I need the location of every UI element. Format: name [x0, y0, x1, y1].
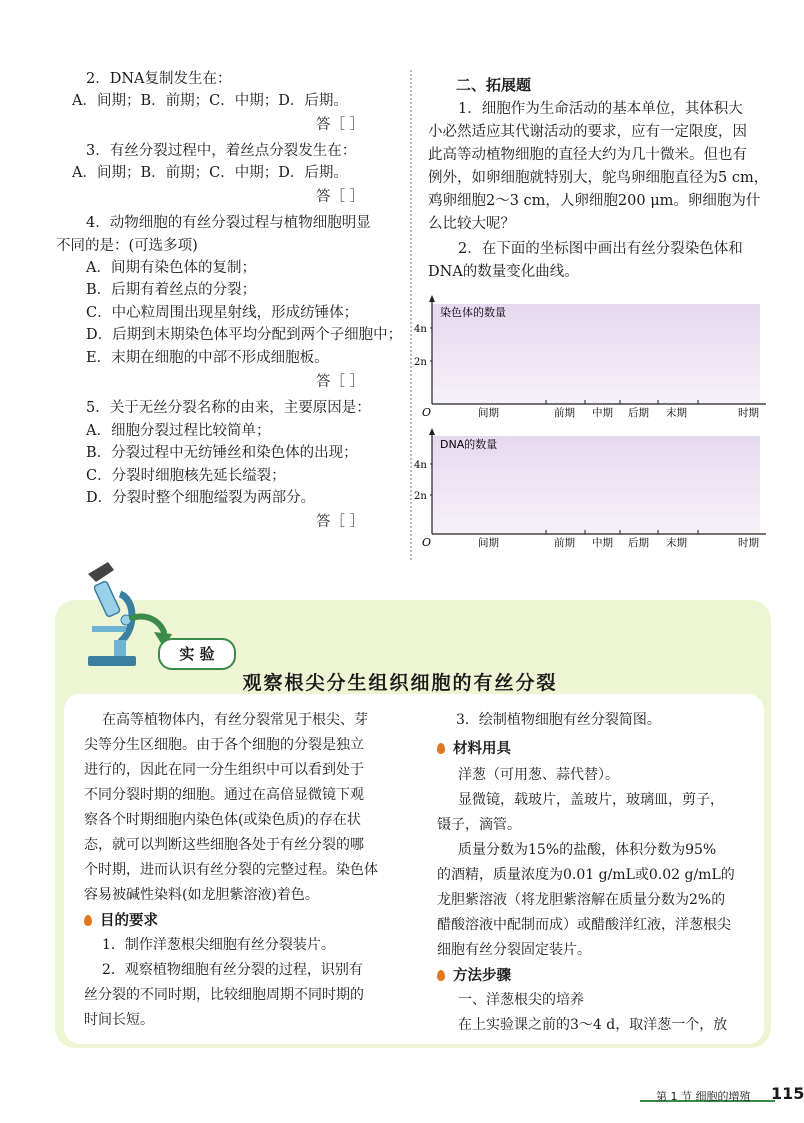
- intro-line: 在高等植物体内，有丝分裂常见于根尖、芽: [102, 712, 368, 728]
- goal-line: 丝分裂的不同时期，比较细胞周期不同时期的: [84, 987, 364, 1003]
- q5-answer: 答［ ］: [316, 514, 365, 530]
- q2-stem: 2．DNA复制发生在：: [86, 71, 232, 87]
- goal-line: 1．制作洋葱根尖细胞有丝分裂装片。: [102, 937, 335, 953]
- chart-plot-area: [432, 304, 760, 404]
- x-tick-label: 中期: [592, 407, 613, 419]
- drop-icon: [437, 970, 445, 981]
- q4-option: A．间期有染色体的复制；: [86, 260, 256, 276]
- experiment-title: 观察根尖分生组织细胞的有丝分裂: [242, 672, 558, 694]
- materials-line: 龙胆紫溶液（将龙胆紫溶解在质量分数为2%的: [437, 892, 726, 908]
- materials-line: 镊子，滴管。: [437, 817, 521, 833]
- q5-option: C．分裂时细胞核先延长缢裂；: [86, 468, 286, 484]
- extension-p1-line: 1．细胞作为生命活动的基本单位，其体积大: [458, 101, 743, 117]
- x-axis-label: 时期: [738, 537, 759, 549]
- goal-line: 3．绘制植物细胞有丝分裂简图。: [456, 712, 661, 728]
- y-tick-label: 2n: [414, 491, 427, 502]
- y-tick-label: 4n: [414, 324, 427, 335]
- materials-line: 细胞有丝分裂固定装片。: [437, 942, 591, 958]
- materials-heading: 材料用具: [437, 737, 511, 758]
- origin-label: O: [422, 536, 432, 549]
- q5-option: A．细胞分裂过程比较简单；: [86, 423, 271, 439]
- experiment-tab: 实 验: [158, 638, 236, 670]
- materials-line: 洋葱（可用葱、蒜代替）。: [458, 767, 619, 783]
- x-tick-label: 中期: [592, 537, 613, 549]
- method-heading: 方法步骤: [437, 964, 511, 985]
- page-number: 115: [771, 1084, 804, 1103]
- footer-section: 第 1 节 细胞的增殖: [656, 1090, 751, 1103]
- intro-line: 尖等分生区细胞。由于各个细胞的分裂是独立: [84, 737, 364, 753]
- q5-option: D．分裂时整个细胞缢裂为两部分。: [86, 490, 316, 506]
- q5-option: B．分裂过程中无纺锤丝和染色体的出现；: [86, 445, 358, 461]
- q3-options: A．间期；B．前期；C．中期；D．后期。: [72, 165, 348, 181]
- intro-line: 察各个时期细胞内染色体(或染色质)的存在状: [84, 812, 361, 828]
- q4-option: E．末期在细胞的中部不形成细胞板。: [86, 350, 329, 366]
- x-axis-label: 时期: [738, 407, 759, 419]
- dna-chart: [408, 428, 770, 558]
- drop-icon: [437, 743, 445, 754]
- intro-line: 个时期，进而认识有丝分裂的完整过程。染色体: [84, 862, 378, 878]
- materials-line: 质量分数为15%的盐酸，体积分数为95%: [458, 842, 717, 858]
- q4-stem: 4．动物细胞的有丝分裂过程与植物细胞明显: [86, 215, 371, 231]
- y-axis-label: 染色体的数量: [440, 306, 506, 319]
- y-axis-arrow-icon: [429, 295, 435, 302]
- extension-p1-line: 鸡卵细胞2～3 cm，人卵细胞200 μm。卵细胞为什: [428, 193, 761, 209]
- extension-p2-line: 2．在下面的坐标图中画出有丝分裂染色体和: [458, 241, 743, 257]
- intro-line: 态，就可以判断这些细胞各处于有丝分裂的哪: [84, 837, 364, 853]
- x-tick-label: 后期: [628, 407, 649, 419]
- q5-stem: 5．关于无丝分裂名称的由来，主要原因是：: [86, 400, 371, 416]
- q3-answer: 答［ ］: [316, 189, 365, 205]
- extension-p1-line: 此高等动植物细胞的直径大约为几十微米。但也有: [428, 147, 747, 163]
- extension-p2-line: DNA的数量变化曲线。: [428, 264, 579, 280]
- intro-line: 不同分裂时期的细胞。通过在高倍显微镜下观: [84, 787, 364, 803]
- goal-line: 2．观察植物细胞有丝分裂的过程，识别有: [102, 962, 363, 978]
- y-tick-label: 2n: [414, 357, 427, 368]
- x-tick-label: 前期: [554, 407, 575, 419]
- y-axis-arrow-icon: [429, 428, 435, 435]
- x-tick-label: 间期: [478, 537, 499, 549]
- drop-icon: [84, 915, 92, 926]
- q2-answer: 答［ ］: [316, 117, 365, 133]
- method-line: 在上实验课之前的3～4 d，取洋葱一个，放: [458, 1017, 728, 1033]
- intro-line: 进行的，因此在同一分生组织中可以看到处于: [84, 762, 364, 778]
- x-tick-label: 间期: [478, 407, 499, 419]
- q4-stem: 不同的是：(可选多项): [56, 238, 198, 254]
- y-axis-label: DNA的数量: [440, 438, 498, 451]
- y-tick-label: 4n: [414, 460, 427, 471]
- materials-line: 醋酸溶液中配制而成）或醋酸洋红液，洋葱根尖: [437, 917, 731, 933]
- extension-heading: 二、拓展题: [456, 76, 532, 94]
- x-tick-label: 后期: [628, 537, 649, 549]
- extension-p1-line: 例外，如卵细胞就特别大，鸵鸟卵细胞直径为5 cm，: [428, 170, 769, 186]
- x-tick-label: 末期: [666, 537, 687, 549]
- intro-line: 容易被碱性染料(如龙胆紫溶液)着色。: [84, 887, 319, 903]
- x-tick-label: 前期: [554, 537, 575, 549]
- materials-line: 的酒精，质量浓度为0.01 g/mL或0.02 g/mL的: [437, 867, 735, 883]
- chromosome-chart: [408, 292, 770, 422]
- method-line: 一、洋葱根尖的培养: [458, 992, 584, 1008]
- extension-p1-line: 么比较大呢？: [428, 216, 515, 232]
- q4-option: D．后期到末期染色体平均分配到两个子细胞中；: [86, 327, 403, 343]
- goal-line: 时间长短。: [84, 1012, 154, 1028]
- extension-p1-line: 小必然适应其代谢活动的要求，应有一定限度，因: [428, 124, 747, 140]
- q4-option: B．后期有着丝点的分裂；: [86, 282, 257, 298]
- x-tick-label: 末期: [666, 407, 687, 419]
- q3-stem: 3．有丝分裂过程中，着丝点分裂发生在：: [86, 143, 357, 159]
- q4-answer: 答［ ］: [316, 374, 365, 390]
- goal-heading: 目的要求: [84, 909, 158, 930]
- origin-label: O: [422, 406, 432, 419]
- materials-line: 显微镜，载玻片，盖玻片，玻璃皿，剪子，: [458, 792, 724, 808]
- q2-options: A．间期；B．前期；C．中期；D．后期。: [72, 93, 348, 109]
- q4-option: C．中心粒周围出现星射线，形成纺锤体；: [86, 305, 359, 321]
